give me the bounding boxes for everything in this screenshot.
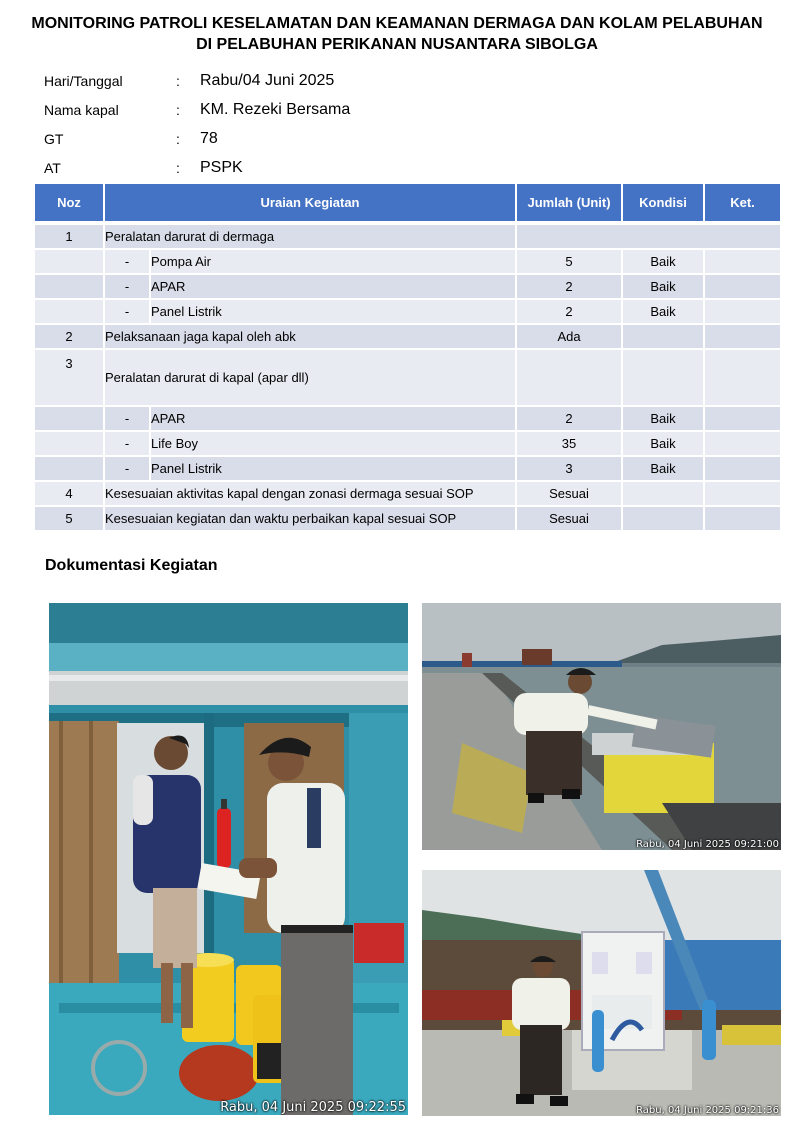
table-row	[35, 482, 780, 507]
cell-ket	[705, 275, 780, 300]
cell-item: Pompa Air	[151, 250, 517, 275]
cell-no: 5	[35, 507, 105, 532]
table-row	[35, 457, 780, 482]
info-value: PSPK	[200, 158, 243, 176]
cell-jumlah: 5	[517, 250, 623, 275]
cell-uraian: Peralatan darurat di dermaga	[105, 225, 517, 250]
cell-ket	[705, 325, 780, 350]
cell-jumlah: 3	[517, 457, 623, 482]
title-line-2: DI PELABUHAN PERIKANAN NUSANTARA SIBOLGA	[196, 36, 598, 53]
info-label: Hari/Tanggal	[44, 72, 123, 89]
info-label: Nama kapal	[44, 101, 119, 118]
cell-jumlah: 2	[517, 407, 623, 432]
cell-no: 4	[35, 482, 105, 507]
cell-kondisi: Baik	[623, 407, 705, 432]
cell-kondisi	[623, 325, 705, 350]
photo-panel-illustration	[422, 870, 781, 1116]
cell-ket	[705, 300, 780, 325]
cell-uraian: Peralatan darurat di kapal (apar dll)	[105, 350, 517, 407]
cell-empty	[35, 300, 105, 325]
cell-kondisi	[623, 350, 705, 407]
title-line-1: MONITORING PATROLI KESELAMATAN DAN KEAMANAN DERMAGA DAN KOLAM PELABUHAN	[31, 15, 763, 32]
table-row	[35, 507, 780, 532]
cell-empty	[35, 250, 105, 275]
info-value: 78	[200, 129, 218, 147]
photo-onboard-inspection	[49, 603, 408, 1115]
info-row-date	[44, 66, 350, 95]
table-row	[35, 225, 780, 250]
cell-ket	[705, 507, 780, 532]
cell-ket	[705, 457, 780, 482]
photo-quay-illustration	[422, 603, 781, 850]
table-row	[35, 250, 780, 275]
cell-uraian: Kesesuaian kegiatan dan waktu perbaikan kapal sesuai SOP	[105, 507, 517, 532]
document-title	[0, 13, 794, 55]
cell-kondisi: Baik	[623, 275, 705, 300]
info-row-gt	[44, 124, 350, 153]
cell-empty	[35, 457, 105, 482]
cell-empty	[517, 225, 780, 250]
photo-timestamp: Rabu, 04 Juni 2025 09:21:00	[636, 839, 779, 850]
cell-dash: -	[105, 432, 151, 457]
info-colon: :	[176, 159, 180, 176]
cell-kondisi	[623, 507, 705, 532]
photo-quay-pump-check	[422, 603, 781, 850]
vessel-info	[44, 66, 350, 182]
cell-jumlah	[517, 350, 623, 407]
info-colon: :	[176, 101, 180, 118]
cell-uraian: Pelaksanaan jaga kapal oleh abk	[105, 325, 517, 350]
activity-table	[35, 184, 780, 532]
cell-dash: -	[105, 275, 151, 300]
cell-item: Life Boy	[151, 432, 517, 457]
cell-dash: -	[105, 457, 151, 482]
cell-no: 3	[35, 350, 105, 407]
cell-item: Panel Listrik	[151, 457, 517, 482]
info-label: AT	[44, 159, 61, 176]
cell-dash: -	[105, 300, 151, 325]
cell-jumlah: Sesuai	[517, 507, 623, 532]
header-jumlah: Jumlah (Unit)	[517, 184, 623, 223]
cell-empty	[35, 407, 105, 432]
photo-timestamp: Rabu, 04 Juni 2025 09:22:55	[220, 1100, 406, 1115]
cell-ket	[705, 432, 780, 457]
cell-ket	[705, 482, 780, 507]
cell-jumlah: 2	[517, 300, 623, 325]
photo-onboard-illustration	[49, 603, 408, 1115]
table-row	[35, 432, 780, 457]
table-row	[35, 407, 780, 432]
table-row	[35, 275, 780, 300]
header-uraian: Uraian Kegiatan	[105, 184, 517, 223]
cell-empty	[35, 275, 105, 300]
cell-ket	[705, 350, 780, 407]
cell-kondisi: Baik	[623, 250, 705, 275]
info-value: Rabu/04 Juni 2025	[200, 71, 335, 89]
cell-no: 1	[35, 225, 105, 250]
info-row-at	[44, 153, 350, 182]
info-row-vessel-name	[44, 95, 350, 124]
cell-dash: -	[105, 407, 151, 432]
cell-item: APAR	[151, 275, 517, 300]
cell-kondisi: Baik	[623, 300, 705, 325]
info-colon: :	[176, 72, 180, 89]
cell-dash: -	[105, 250, 151, 275]
table-header-row	[35, 184, 780, 223]
cell-ket	[705, 250, 780, 275]
cell-ket	[705, 407, 780, 432]
cell-jumlah: Sesuai	[517, 482, 623, 507]
header-no: Noz	[35, 184, 105, 223]
table-row	[35, 325, 780, 350]
photo-quay-panel-check	[422, 870, 781, 1116]
info-label: GT	[44, 130, 64, 147]
cell-jumlah: 2	[517, 275, 623, 300]
header-kondisi: Kondisi	[623, 184, 705, 223]
cell-jumlah: 35	[517, 432, 623, 457]
documentation-heading: Dokumentasi Kegiatan	[45, 557, 218, 574]
cell-empty	[35, 432, 105, 457]
table-row	[35, 300, 780, 325]
header-ket: Ket.	[705, 184, 780, 223]
photo-timestamp: Rabu, 04 Juni 2025 09:21:36	[636, 1105, 779, 1116]
info-value: KM. Rezeki Bersama	[200, 100, 351, 118]
cell-kondisi: Baik	[623, 432, 705, 457]
cell-kondisi: Baik	[623, 457, 705, 482]
cell-jumlah: Ada	[517, 325, 623, 350]
table-row	[35, 350, 780, 407]
cell-item: Panel Listrik	[151, 300, 517, 325]
cell-uraian: Kesesuaian aktivitas kapal dengan zonasi dermaga sesuai SOP	[105, 482, 517, 507]
cell-kondisi	[623, 482, 705, 507]
info-colon: :	[176, 130, 180, 147]
cell-item: APAR	[151, 407, 517, 432]
cell-no: 2	[35, 325, 105, 350]
